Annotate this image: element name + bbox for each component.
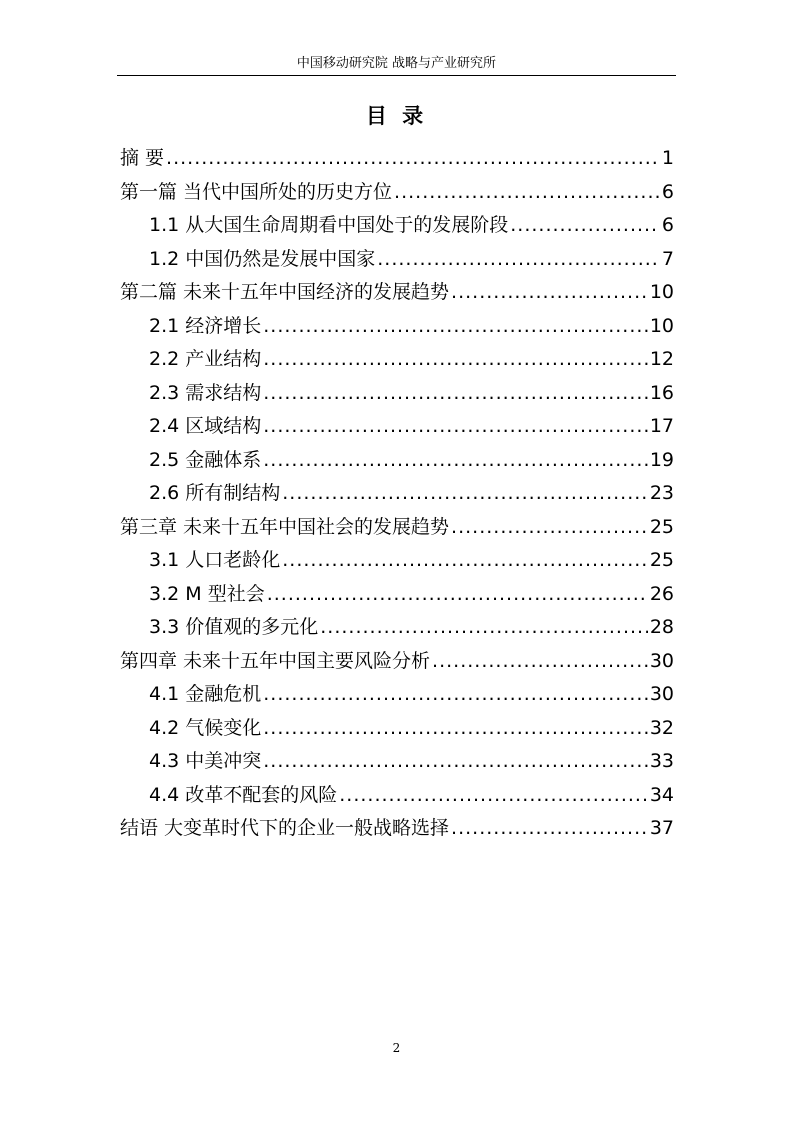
toc-dot-leader: [263, 343, 648, 377]
toc-entry[interactable]: [120, 544, 674, 578]
toc-dot-leader: [451, 812, 648, 846]
toc-entry-page: 1: [661, 147, 674, 169]
toc-entry-label: 4.3 中美冲突: [149, 750, 262, 772]
toc-entry-page: 30: [649, 649, 674, 672]
toc-dot-leader: [282, 477, 648, 511]
toc-entry-label: 2.4 区域结构: [149, 415, 262, 437]
toc-entry-label: 3.1 人口老龄化: [149, 549, 281, 571]
toc-entry-label: 1.2 中国仍然是发展中国家: [149, 247, 376, 270]
toc-entry[interactable]: [120, 209, 674, 243]
toc-title: 目 录: [365, 104, 428, 128]
toc-entry-page: 6: [661, 214, 674, 236]
toc-dot-leader: [263, 310, 648, 344]
toc-entry-label: 第一篇 当代中国所处的历史方位: [120, 180, 393, 203]
toc-entry-page: 16: [649, 381, 674, 404]
toc-entry[interactable]: [120, 310, 674, 344]
toc-entry-label: 4.4 改革不配套的风险: [149, 783, 338, 806]
toc-entry-label: 2.3 需求结构: [149, 381, 262, 404]
page-number: 2: [392, 1041, 401, 1055]
toc-entry-page: 19: [649, 448, 674, 471]
toc-entry[interactable]: [120, 712, 674, 746]
toc-dot-leader: [451, 511, 648, 545]
toc-dot-leader: [451, 276, 648, 310]
toc-entry[interactable]: [120, 812, 674, 846]
toc-entry[interactable]: [120, 611, 674, 645]
toc-entry[interactable]: [120, 511, 674, 545]
toc-entry-label: 2.2 产业结构: [149, 348, 262, 370]
toc-entry-label: 3.3 价值观的多元化: [149, 616, 319, 638]
toc-entry-page: 33: [649, 750, 674, 772]
toc-dot-leader: [166, 142, 660, 176]
toc-entry-label: 2.6 所有制结构: [149, 482, 281, 504]
toc-dot-leader: [320, 611, 648, 645]
toc-entry-page: 32: [649, 716, 674, 739]
toc-entry[interactable]: [120, 779, 674, 813]
toc-entry-label: 4.2 气候变化: [149, 716, 262, 739]
toc-entry[interactable]: [120, 678, 674, 712]
toc-entry-page: 23: [649, 482, 674, 504]
toc-entry[interactable]: [120, 745, 674, 779]
toc-entry[interactable]: [120, 410, 674, 444]
toc-entry[interactable]: [120, 142, 674, 176]
toc-entry[interactable]: [120, 578, 674, 612]
toc-entry[interactable]: [120, 343, 674, 377]
toc-dot-leader: [263, 712, 648, 746]
toc-entry-label: 3.2 M 型社会: [149, 582, 265, 605]
toc-entry-page: 10: [649, 314, 674, 337]
toc-entry-page: 25: [649, 549, 674, 571]
toc-entry-page: 12: [649, 348, 674, 370]
toc-entry-label: 1.1 从大国生命周期看中国处于的发展阶段: [149, 214, 509, 236]
toc-entry-page: 34: [649, 783, 674, 806]
toc-entry-page: 28: [649, 616, 674, 638]
toc-entry[interactable]: [120, 243, 674, 277]
toc-entry-page: 26: [649, 582, 674, 605]
toc-dot-leader: [263, 377, 648, 411]
toc-dot-leader: [267, 578, 648, 612]
toc-entry-label: 2.5 金融体系: [149, 448, 262, 471]
toc-entry-page: 10: [649, 281, 674, 303]
toc-entry[interactable]: [120, 377, 674, 411]
toc-entry-label: 结语 大变革时代下的企业一般战略选择: [120, 817, 450, 839]
toc-entry[interactable]: [120, 276, 674, 310]
toc-dot-leader: [263, 678, 648, 712]
toc-dot-leader: [282, 544, 648, 578]
toc-dot-leader: [263, 745, 648, 779]
toc-dot-leader: [263, 410, 648, 444]
toc-entry-label: 摘 要: [120, 147, 165, 169]
toc-dot-leader: [510, 209, 660, 243]
toc-entry-page: 17: [649, 415, 674, 437]
toc-dot-leader: [377, 243, 660, 277]
table-of-contents: [120, 142, 674, 846]
toc-dot-leader: [432, 645, 648, 679]
toc-entry-page: 25: [649, 515, 674, 538]
toc-entry-page: 37: [649, 817, 674, 839]
toc-entry[interactable]: [120, 444, 674, 478]
toc-dot-leader: [339, 779, 648, 813]
toc-entry-page: 7: [661, 247, 674, 270]
toc-entry-label: 第三章 未来十五年中国社会的发展趋势: [120, 515, 450, 538]
toc-entry[interactable]: [120, 477, 674, 511]
toc-entry[interactable]: [120, 176, 674, 210]
toc-entry-label: 4.1 金融危机: [149, 683, 262, 705]
header-rule: [117, 75, 676, 76]
toc-entry-label: 第二篇 未来十五年中国经济的发展趋势: [120, 281, 450, 303]
toc-dot-leader: [263, 444, 648, 478]
toc-dot-leader: [394, 176, 660, 210]
running-header: 中国移动研究院 战略与产业研究所: [296, 56, 497, 71]
toc-entry-label: 2.1 经济增长: [149, 314, 262, 337]
toc-entry-page: 30: [649, 683, 674, 705]
toc-entry[interactable]: [120, 645, 674, 679]
toc-entry-label: 第四章 未来十五年中国主要风险分析: [120, 649, 431, 672]
toc-entry-page: 6: [661, 180, 674, 203]
